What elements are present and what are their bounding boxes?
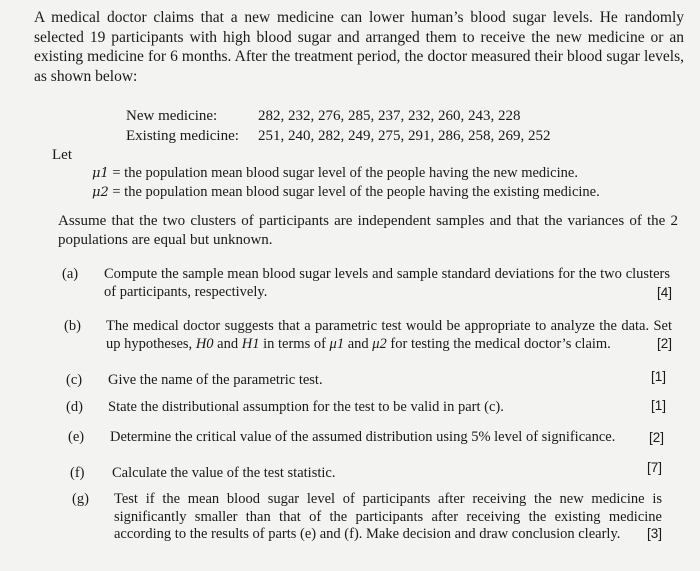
question-marks: [2] bbox=[648, 430, 664, 445]
question-text: Calculate the value of the test statistic. bbox=[112, 465, 336, 481]
question-marks: [1] bbox=[650, 398, 666, 413]
mu2-definition bbox=[92, 183, 600, 202]
question-label: (c) bbox=[66, 372, 83, 388]
new-medicine-label: New medicine: bbox=[126, 108, 218, 124]
question-c bbox=[66, 369, 666, 392]
question-text: Determine the critical value of the assumed distribution using 5% level of significance. bbox=[110, 429, 616, 445]
question-marks: [7] bbox=[646, 460, 662, 475]
mu2-text: = the population mean blood sugar level of the people having the existing medicine. bbox=[112, 184, 600, 200]
question-marks: [3] bbox=[646, 526, 662, 541]
question-label: (b) bbox=[64, 318, 81, 334]
question-marks: [1] bbox=[650, 369, 666, 384]
question-f bbox=[70, 460, 662, 485]
question-marks: [2] bbox=[656, 336, 672, 351]
mu1-symbol: μ1 bbox=[92, 166, 109, 181]
question-label: (d) bbox=[66, 399, 83, 415]
mu1-symbol: μ1 bbox=[329, 335, 345, 352]
question-label: (g) bbox=[72, 491, 89, 507]
question-g bbox=[72, 491, 662, 551]
existing-medicine-values: 251, 240, 282, 249, 275, 291, 286, 258, 269, 252 bbox=[258, 128, 551, 144]
h0-symbol: H0 bbox=[195, 335, 214, 352]
assumption-text: Assume that the two clusters of participants are independent samples and that the variances of the 2 populations are equal but unknown. bbox=[58, 213, 678, 248]
definitions bbox=[92, 164, 600, 202]
mu2-symbol: μ2 bbox=[92, 185, 109, 200]
mu1-text: = the population mean blood sugar level of the people having the new medicine. bbox=[112, 165, 578, 181]
question-text: The medical doctor suggests that a parametric test would be appropriate to analyze the data. Set up hypotheses, H0 and H1 in terms of μ1 and μ2 for testing the medical doctor’s claim. bbox=[106, 318, 672, 352]
question-label: (a) bbox=[62, 266, 79, 282]
question-d bbox=[66, 399, 666, 419]
existing-medicine-row bbox=[126, 126, 551, 146]
question-text: Give the name of the parametric test. bbox=[108, 372, 323, 388]
question-b bbox=[64, 318, 672, 358]
h1-symbol: H1 bbox=[241, 335, 260, 352]
question-label: (f) bbox=[70, 465, 85, 481]
question-text: State the distributional assumption for the test to be valid in part (c). bbox=[108, 399, 504, 415]
blood-sugar-data bbox=[126, 106, 551, 146]
question-a bbox=[62, 266, 672, 306]
question-text: Test if the mean blood sugar level of participants after receiving the new medicine is significantly smaller than that of the participants after receiving the existing medicine according to the results of parts (e) and (f). Make decision and draw conclusion clearly. bbox=[114, 491, 662, 542]
existing-medicine-label: Existing medicine: bbox=[126, 128, 239, 144]
new-medicine-row bbox=[126, 106, 551, 126]
new-medicine-values: 282, 232, 276, 285, 237, 232, 260, 243, 228 bbox=[258, 108, 521, 124]
question-label: (e) bbox=[68, 429, 85, 445]
mu2-symbol: μ2 bbox=[372, 335, 387, 352]
question-e bbox=[68, 429, 664, 449]
problem-intro: A medical doctor claims that a new medicine can lower human’s blood sugar levels. He randomly selected 19 participants with high blood sugar and arranged them to receive the new medicine or an existing medicine for 6 months. After the treatment period, the doctor measured their blood sugar levels, as shown below: bbox=[34, 9, 684, 85]
question-marks: [4] bbox=[656, 285, 672, 300]
mu1-definition bbox=[92, 164, 600, 183]
question-text: Compute the sample mean blood sugar levels and sample standard deviations for the two clusters of participants, respectively. bbox=[104, 266, 670, 300]
let-label: Let bbox=[52, 147, 72, 163]
